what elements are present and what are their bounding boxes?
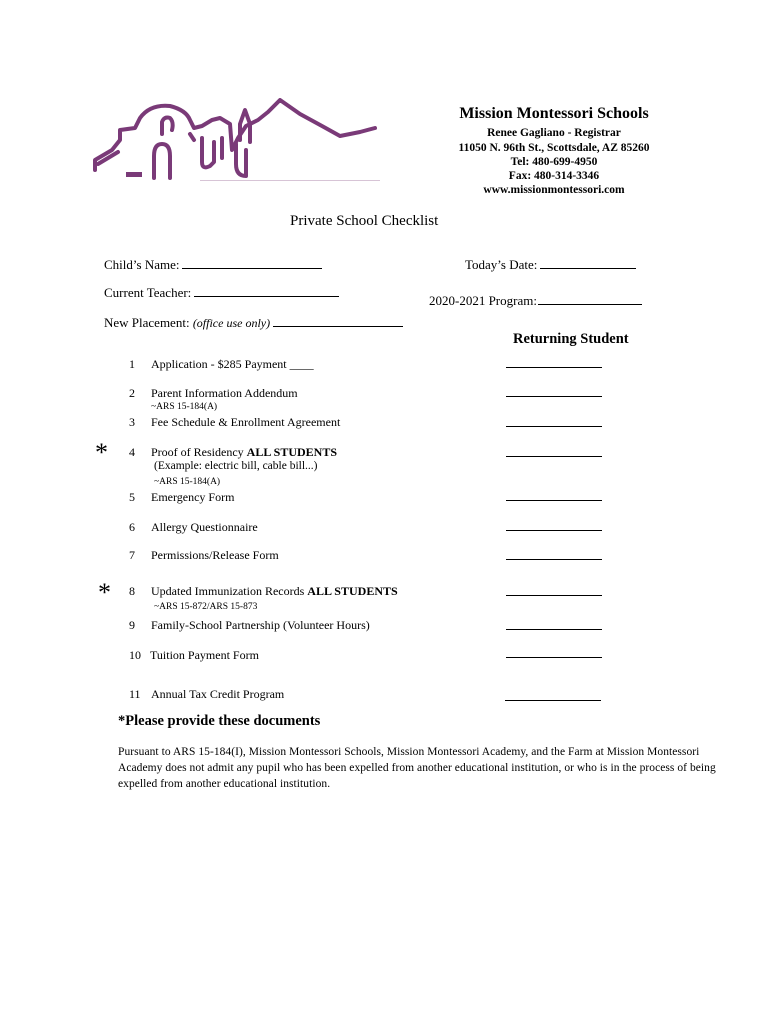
current-teacher-blank[interactable] (194, 295, 339, 297)
item-text: Proof of Residency (151, 445, 244, 459)
item-number: 3 (129, 415, 135, 429)
item-number: 5 (129, 490, 135, 504)
program-blank[interactable] (538, 303, 642, 305)
item-fee-schedule: Fee Schedule & Enrollment Agreement (151, 415, 341, 429)
program-label: 2020-2021 Program: (429, 293, 537, 308)
item-number: 11 (129, 687, 141, 701)
fax-line: Fax: 480-314-3346 (508, 170, 600, 182)
new-placement-field (104, 315, 403, 331)
item-number: 7 (129, 548, 135, 562)
child-name-blank[interactable] (182, 267, 322, 269)
todays-date-label: Today’s Date: (465, 257, 538, 272)
returning-line-9[interactable] (506, 629, 602, 630)
item-permissions: Permissions/Release Form (151, 548, 279, 562)
school-name: Mission Montessori Schools (459, 105, 649, 122)
item-number: 9 (129, 618, 135, 632)
child-name-label: Child’s Name: (104, 257, 180, 272)
item-number: 4 (129, 445, 135, 459)
item-tax-credit: Annual Tax Credit Program (151, 687, 285, 701)
returning-line-3[interactable] (506, 426, 602, 427)
new-placement-label: New Placement: (104, 315, 190, 330)
returning-line-7[interactable] (506, 559, 602, 560)
returning-line-8[interactable] (506, 595, 602, 596)
returning-line-4[interactable] (506, 456, 602, 457)
item-bold: ALL STUDENTS (246, 445, 338, 459)
registrar-line: Renee Gagliano - Registrar (487, 127, 621, 139)
required-star: * (98, 578, 111, 607)
item-example: (Example: electric bill, cable bill...) (154, 460, 318, 472)
item-allergy: Allergy Questionnaire (151, 520, 258, 534)
returning-student-heading: Returning Student (513, 331, 629, 347)
item-bold: ALL STUDENTS (307, 584, 398, 598)
item-text: Updated Immunization Records (151, 584, 305, 598)
program-field (429, 293, 642, 309)
item-note: ~ARS 15-184(A) (151, 402, 218, 412)
item-proof-residency (151, 445, 337, 460)
item-note: ~ARS 15-872/ARS 15-873 (154, 602, 258, 612)
item-tuition: Tuition Payment Form (150, 648, 259, 662)
item-immunization (151, 584, 398, 599)
item-note: ~ARS 15-184(A) (154, 477, 221, 487)
required-star: * (95, 438, 108, 467)
item-parent-info: Parent Information Addendum (151, 386, 298, 400)
item-number: 2 (129, 386, 135, 400)
item-number: 8 (129, 584, 135, 598)
child-name-field (104, 257, 322, 273)
office-use-only-note: (office use only) (192, 316, 271, 330)
website-line: www.missionmontessori.com (483, 184, 625, 196)
returning-line-11[interactable] (505, 700, 601, 701)
form-title: Private School Checklist (290, 213, 439, 229)
todays-date-field (465, 257, 636, 273)
item-number: 1 (129, 357, 135, 371)
address-line: 11050 N. 96th St., Scottsdale, AZ 85260 (458, 142, 650, 154)
returning-line-5[interactable] (506, 500, 602, 501)
returning-line-6[interactable] (506, 530, 602, 531)
item-number: 6 (129, 520, 135, 534)
returning-line-10[interactable] (506, 657, 602, 658)
returning-line-2[interactable] (506, 396, 602, 397)
todays-date-blank[interactable] (540, 267, 636, 269)
item-emergency: Emergency Form (151, 490, 235, 504)
school-logo (90, 98, 380, 188)
item-application: Application - $285 Payment ____ (151, 357, 314, 371)
current-teacher-field (104, 285, 339, 301)
provide-documents-note: *Please provide these documents (118, 713, 321, 729)
returning-line-1[interactable] (506, 367, 602, 368)
item-number: 10 (129, 648, 141, 662)
current-teacher-label: Current Teacher: (104, 285, 192, 300)
policy-paragraph: Pursuant to ARS 15-184(I), Mission Montessori Schools, Mission Montessori Academy, and the Farm at Mission Montessori Academy does not admit any pupil who has been expelled from another educational institution, or who is in the process of being expelled from another educational institution. (118, 746, 716, 790)
item-family-partnership: Family-School Partnership (Volunteer Hours) (151, 618, 370, 632)
new-placement-blank[interactable] (273, 325, 403, 327)
tel-line: Tel: 480-699-4950 (510, 156, 598, 168)
